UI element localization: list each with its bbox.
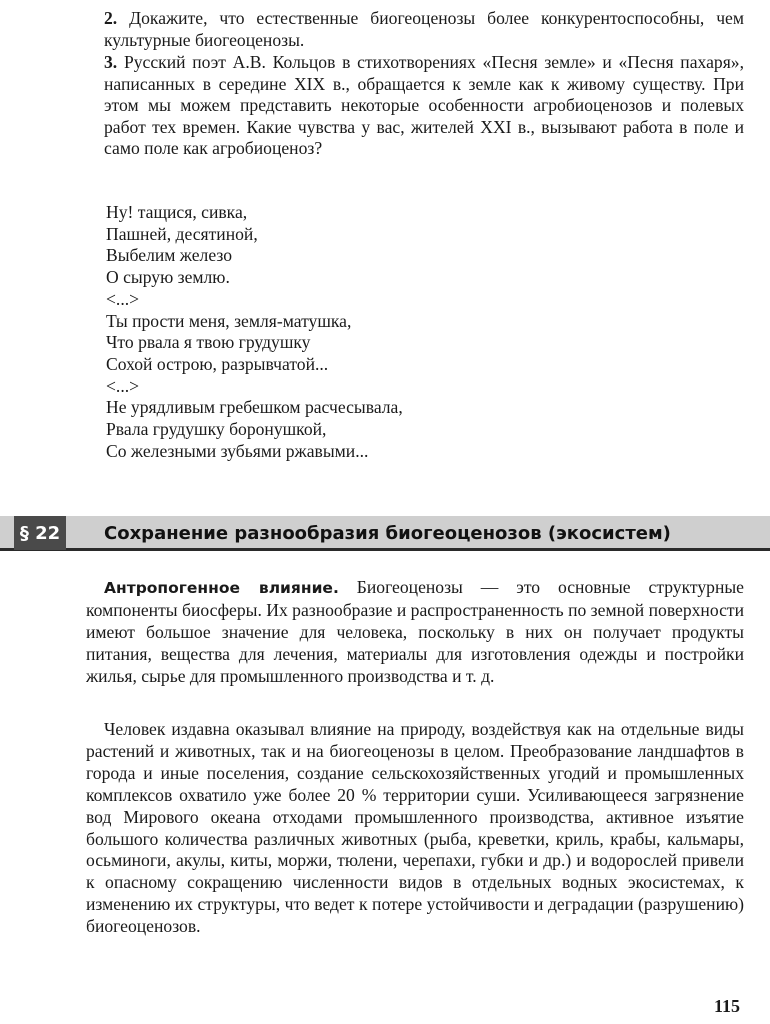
poem-line: Пашней, десятиной, <box>106 223 258 244</box>
poem-line: О сырую землю. <box>106 267 230 288</box>
poem-line: Не урядливым гребешком расчесывала, <box>106 397 403 418</box>
question-text: Русский поэт А.В. Кольцов в стихотворениях «Песня земле» и «Песня пахаря», написанных в середине XIX в., обращается к земле как к живому существу. При этом мы можем представить некоторые особенности агробиоценозов и полевых работ тех времен. Какие чувства у вас, жителей XXI в., вызывают работа в поле и само поле как агробиоценоз? <box>104 52 744 159</box>
paragraph-anthropogenic <box>86 577 744 688</box>
poem-line: Что рвала я твою грудушку <box>106 332 311 353</box>
poem-line: Сохой острою, разрывчатой... <box>106 353 329 374</box>
paragraph-human-impact <box>86 719 744 938</box>
question-2 <box>104 8 744 51</box>
poem-line: <...> <box>106 375 140 396</box>
paragraph-text: Человек издавна оказывал влияние на природу, воздействуя как на отдельные виды растений и животных, так и на биогеоценозы в целом. Преобразование ландшафтов в города и иные поселения, создание сельскохозяйственных угодий и промышленных комплексов охватило уже более 20 % территории суши. Усиливающееся загрязнение вод Мирового океана отходами промышленного производства, активное изъятие большого количества различных животных (рыба, креветки, криль, крабы, кальмары, осьминоги, акулы, киты, моржи, тюлени, черепахи, губки и др.) и водорослей привели к опасному сокращению численности видов в отдельных водных экосистемах, к изменению их структуры, что ведет к потере устойчивости и деградации (разрушению) биогеоценозов. <box>86 719 744 937</box>
question-text: Докажите, что естественные биогеоценозы более конкурентоспособны, чем культурные биогеоценозы. <box>104 8 744 50</box>
poem-line: Ну! тащися, сивка, <box>106 202 248 222</box>
question-number: 2. <box>104 8 118 28</box>
run-in-heading: Антропогенное влияние. <box>104 579 339 597</box>
question-number: 3. <box>104 52 118 72</box>
poem-line: Рвала грудушку боронушкой, <box>106 419 327 440</box>
section-title: Сохранение разнообразия биогеоценозов (экосистем) <box>104 523 671 544</box>
poem-line: <...> <box>106 288 140 309</box>
poem-line: Выбелим железо <box>106 245 232 266</box>
paragraph-text: Биогеоценозы — это основные структурные компоненты биосферы. Их разнообразие и распространенность по земной поверхности имеют большое значение для человека, поскольку в них он получает продукты питания, вещества для лечения, материалы для изготовления одежды и постройки жилья, сырье для промышленного производства и т. д. <box>86 577 744 686</box>
poem-line: Ты прости меня, земля-матушка, <box>106 310 352 331</box>
page-number: 115 <box>714 996 741 1016</box>
question-3 <box>104 52 744 160</box>
section-number-badge: § 22 <box>14 516 66 550</box>
poem-excerpt <box>106 202 403 462</box>
section-header-rule <box>0 548 770 551</box>
poem-line: Со железными зубьями ржавыми... <box>106 440 369 461</box>
